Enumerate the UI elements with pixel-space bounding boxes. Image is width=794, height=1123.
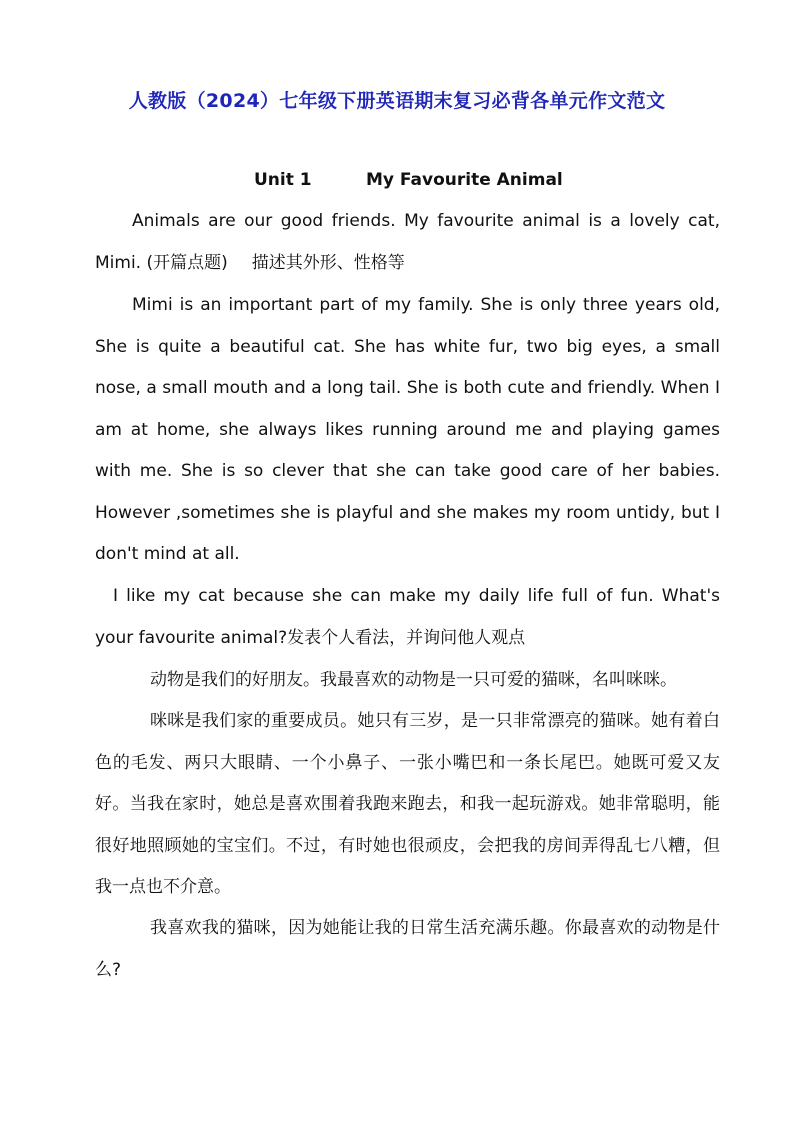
english-paragraph-1: [95, 201, 720, 284]
chinese-paragraph-1: 动物是我们的好朋友。我最喜欢的动物是一只可爱的猫咪，名叫咪咪。: [150, 670, 677, 690]
chinese-paragraph-2: 咪咪是我们家的重要成员。她只有三岁，是一只非常漂亮的猫咪。她有着白色的毛发、两只大眼睛、一个小鼻子、一张小嘴巴和一条长尾巴。她既可爱又友好。当我在家时，她总是喜欢围着我跑来跑去，和我一起玩游戏。她非常聪明，能很好地照顾她的宝宝们。不过，有时她也很顽皮，会把我的房间弄得乱七八糟，但我一点也不介意。: [95, 711, 720, 897]
annotation-description: 描述其外形、性格等: [251, 252, 405, 273]
english-paragraph-2-text: Mimi is an important part of my family. She is only three years old, She is quite a beautiful cat. She has white fur, two big eyes, a small nose, a small mouth and a long tail. She is both cute and friendly. When I am at home, she always likes running around me and playing games with me. She is so clever that she can take good care of her babies. However ,sometimes she is playful and she makes my room untidy, but I don't mind at all.: [95, 295, 720, 564]
english-paragraph-2: [95, 285, 720, 576]
unit-title: My Favourite Animal: [366, 170, 563, 190]
chinese-paragraph-3: 我喜欢我的猫咪，因为她能让我的日常生活充满乐趣。你最喜欢的动物是什么?: [95, 918, 720, 980]
english-paragraph-3: [95, 576, 720, 659]
english-paragraph-3-text: I like my cat because she can make my daily life full of fun. What's your favourite animal?: [95, 586, 720, 648]
unit-label: Unit 1: [254, 170, 312, 190]
annotation-opening: (开篇点题): [146, 252, 228, 273]
english-paragraph-1-text: Animals are our good friends. My favourite animal is a lovely cat, Mimi.: [95, 211, 720, 273]
annotation-conclusion: 发表个人看法，并询问他人观点: [287, 627, 526, 648]
document-title: 人教版（2024）七年级下册英语期末复习必背各单元作文范文: [128, 90, 666, 112]
